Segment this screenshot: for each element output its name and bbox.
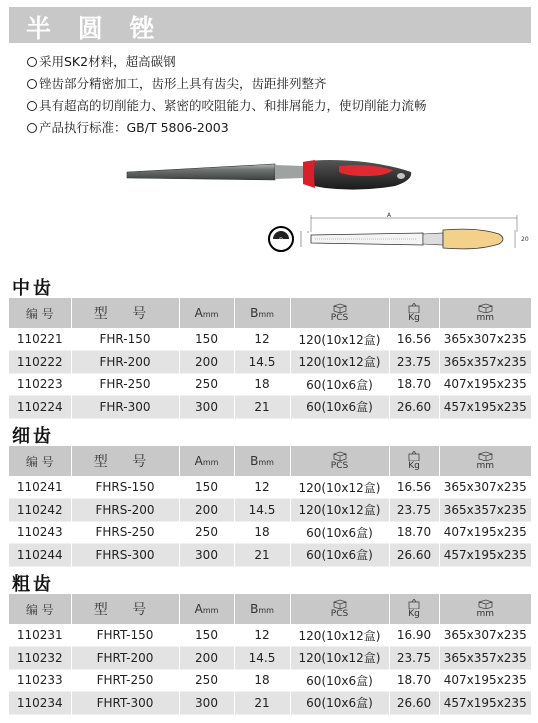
table-cell: 60(10x6盒) bbox=[290, 396, 389, 419]
table-cell: 457x195x235 bbox=[443, 695, 527, 710]
col-code: 编 号 bbox=[9, 446, 71, 476]
table-cell: 23.75 bbox=[389, 351, 439, 374]
col-kg: Kg bbox=[389, 594, 439, 624]
table-cell: 150 bbox=[179, 328, 234, 351]
table-row bbox=[9, 476, 531, 499]
table-row bbox=[9, 647, 531, 670]
table-cell: 12 bbox=[234, 476, 290, 499]
table-cell: 14.5 bbox=[234, 351, 290, 374]
col-kg: Kg bbox=[389, 446, 439, 476]
table-cell: FHRS-250 bbox=[71, 521, 179, 544]
table-cell: FHRS-300 bbox=[71, 544, 179, 567]
table-cell: 60(10x6盒) bbox=[290, 521, 389, 544]
col-pcs: PCS bbox=[290, 594, 389, 624]
table-header-row bbox=[9, 594, 531, 624]
table-cell: FHRS-200 bbox=[71, 499, 179, 522]
table-cell: 365x307x235 bbox=[443, 480, 527, 494]
circle-bullet-icon bbox=[27, 79, 37, 89]
col-mm: mm bbox=[439, 594, 531, 624]
table-cell: 300 bbox=[179, 396, 234, 419]
table-cell: 110234 bbox=[9, 692, 71, 715]
table-cell: 60(10x6盒) bbox=[290, 373, 389, 396]
table-cell: 26.60 bbox=[389, 544, 439, 567]
box-icon bbox=[332, 303, 348, 313]
table-cell: 365x357x235 bbox=[443, 354, 527, 369]
feature-item: 产品执行标准：GB/T 5806-2003 bbox=[27, 117, 427, 139]
table-cell: FHR-150 bbox=[71, 328, 179, 351]
table-cell: 12 bbox=[234, 624, 290, 647]
col-model: 型 号 bbox=[71, 298, 179, 328]
table-cell: FHRT-150 bbox=[71, 624, 179, 647]
table-cell: 300 bbox=[179, 544, 234, 567]
table-cell: 457x195x235 bbox=[443, 399, 527, 414]
col-model: 型 号 bbox=[71, 594, 179, 624]
table-cell: 250 bbox=[179, 521, 234, 544]
table-cell: FHR-200 bbox=[71, 351, 179, 374]
table-cell: 407x195x235 bbox=[443, 377, 527, 392]
weight-icon bbox=[408, 303, 420, 313]
table-cell: 150 bbox=[179, 624, 234, 647]
col-a: Amm bbox=[179, 446, 234, 476]
col-b: Bmm bbox=[234, 594, 290, 624]
table-cell: 26.60 bbox=[389, 692, 439, 715]
table-cell: 250 bbox=[179, 373, 234, 396]
col-a: Amm bbox=[179, 594, 234, 624]
col-mm: mm bbox=[439, 446, 531, 476]
diagram-label-width: 20 bbox=[521, 236, 529, 243]
table-cell: 200 bbox=[179, 499, 234, 522]
circle-bullet-icon bbox=[27, 123, 37, 133]
carton-icon bbox=[477, 599, 493, 609]
table-row bbox=[9, 328, 531, 351]
table-cell: FHR-250 bbox=[71, 373, 179, 396]
table-cell: 150 bbox=[179, 476, 234, 499]
table-cell: 120(10x12盒) bbox=[290, 624, 389, 647]
table-row bbox=[9, 624, 531, 647]
table-cell: FHRT-250 bbox=[71, 669, 179, 692]
circle-bullet-icon bbox=[27, 57, 37, 67]
spec-table-medium bbox=[9, 298, 531, 419]
col-kg: Kg bbox=[389, 298, 439, 328]
table-cell: 120(10x12盒) bbox=[290, 328, 389, 351]
box-icon bbox=[332, 599, 348, 609]
table-header-row bbox=[9, 298, 531, 328]
table-cell: 110224 bbox=[9, 396, 71, 419]
table-row bbox=[9, 373, 531, 396]
weight-icon bbox=[408, 451, 420, 461]
table-cell: 120(10x12盒) bbox=[290, 647, 389, 670]
weight-icon bbox=[408, 599, 420, 609]
table-cell: 16.90 bbox=[389, 624, 439, 647]
table-cell: 60(10x6盒) bbox=[290, 669, 389, 692]
table-cell: 60(10x6盒) bbox=[290, 544, 389, 567]
carton-icon bbox=[477, 303, 493, 313]
table-cell: 18.70 bbox=[389, 669, 439, 692]
table-cell: FHRS-150 bbox=[71, 476, 179, 499]
table-row bbox=[9, 669, 531, 692]
table-cell: 21 bbox=[234, 692, 290, 715]
carton-icon bbox=[477, 451, 493, 461]
table-cell: 110242 bbox=[9, 499, 71, 522]
table-cell: 200 bbox=[179, 351, 234, 374]
box-icon bbox=[332, 451, 348, 461]
table-cell: FHR-300 bbox=[71, 396, 179, 419]
section-title-medium: 中齿 bbox=[12, 278, 54, 299]
table-row bbox=[9, 396, 531, 419]
col-code: 编 号 bbox=[9, 594, 71, 624]
table-cell: 16.56 bbox=[389, 476, 439, 499]
table-cell: 110223 bbox=[9, 373, 71, 396]
col-pcs: PCS bbox=[290, 298, 389, 328]
col-a: Amm bbox=[179, 298, 234, 328]
table-cell: 365x307x235 bbox=[443, 628, 527, 642]
dimension-diagram bbox=[267, 210, 535, 264]
table-cell: 18.70 bbox=[389, 373, 439, 396]
diagram-label-b: B bbox=[278, 237, 284, 244]
table-cell: 110222 bbox=[9, 351, 71, 374]
table-cell: 23.75 bbox=[389, 647, 439, 670]
table-row bbox=[9, 351, 531, 374]
title-bar bbox=[9, 7, 531, 43]
spec-table-fine bbox=[9, 446, 531, 567]
table-cell: 365x357x235 bbox=[443, 502, 527, 517]
table-cell: 110241 bbox=[9, 476, 71, 499]
table-row bbox=[9, 499, 531, 522]
table-cell: 18 bbox=[234, 521, 290, 544]
table-cell: 12 bbox=[234, 328, 290, 351]
spec-table-coarse bbox=[9, 594, 531, 715]
feature-item: 具有超高的切削能力、紧密的咬阻能力、和排屑能力，使切削能力流畅 bbox=[27, 95, 427, 117]
table-cell: 407x195x235 bbox=[443, 673, 527, 688]
table-cell: 110243 bbox=[9, 521, 71, 544]
table-cell: 14.5 bbox=[234, 647, 290, 670]
table-header-row bbox=[9, 446, 531, 476]
table-cell: 110231 bbox=[9, 624, 71, 647]
col-code: 编 号 bbox=[9, 298, 71, 328]
table-cell: 60(10x6盒) bbox=[290, 692, 389, 715]
col-model: 型 号 bbox=[71, 446, 179, 476]
table-cell: 250 bbox=[179, 669, 234, 692]
page-title: 半 圆 锉 bbox=[26, 14, 164, 43]
table-cell: 21 bbox=[234, 544, 290, 567]
table-cell: 16.56 bbox=[389, 328, 439, 351]
table-cell: 365x357x235 bbox=[443, 650, 527, 665]
table-cell: FHRT-300 bbox=[71, 692, 179, 715]
table-cell: 18 bbox=[234, 669, 290, 692]
col-b: Bmm bbox=[234, 446, 290, 476]
table-cell: 110221 bbox=[9, 328, 71, 351]
table-cell: 110233 bbox=[9, 669, 71, 692]
col-pcs: PCS bbox=[290, 446, 389, 476]
table-cell: 200 bbox=[179, 647, 234, 670]
col-mm: mm bbox=[439, 298, 531, 328]
table-cell: 300 bbox=[179, 692, 234, 715]
table-cell: 18.70 bbox=[389, 521, 439, 544]
half-round-file-image bbox=[125, 154, 415, 198]
section-title-fine: 细齿 bbox=[12, 426, 54, 447]
table-cell: 21 bbox=[234, 396, 290, 419]
table-cell: 18 bbox=[234, 373, 290, 396]
table-cell: 120(10x12盒) bbox=[290, 351, 389, 374]
feature-item: 锉齿部分精密加工，齿形上具有齿尖，齿距排列整齐 bbox=[27, 73, 427, 95]
section-title-coarse: 粗齿 bbox=[12, 574, 54, 595]
feature-list bbox=[27, 51, 427, 139]
table-cell: 120(10x12盒) bbox=[290, 499, 389, 522]
table-cell: 457x195x235 bbox=[443, 547, 527, 562]
feature-item: 采用SK2材料，超高碳钢 bbox=[27, 51, 427, 73]
table-cell: 120(10x12盒) bbox=[290, 476, 389, 499]
circle-bullet-icon bbox=[27, 101, 37, 111]
table-cell: 26.60 bbox=[389, 396, 439, 419]
table-cell: FHRT-200 bbox=[71, 647, 179, 670]
col-b: Bmm bbox=[234, 298, 290, 328]
table-cell: 407x195x235 bbox=[443, 525, 527, 540]
diagram-label-a: A bbox=[387, 212, 392, 219]
table-cell: 110244 bbox=[9, 544, 71, 567]
table-cell: 23.75 bbox=[389, 499, 439, 522]
table-cell: 365x307x235 bbox=[443, 332, 527, 346]
table-row bbox=[9, 521, 531, 544]
table-row bbox=[9, 692, 531, 715]
table-row bbox=[9, 544, 531, 567]
table-cell: 14.5 bbox=[234, 499, 290, 522]
table-cell: 110232 bbox=[9, 647, 71, 670]
